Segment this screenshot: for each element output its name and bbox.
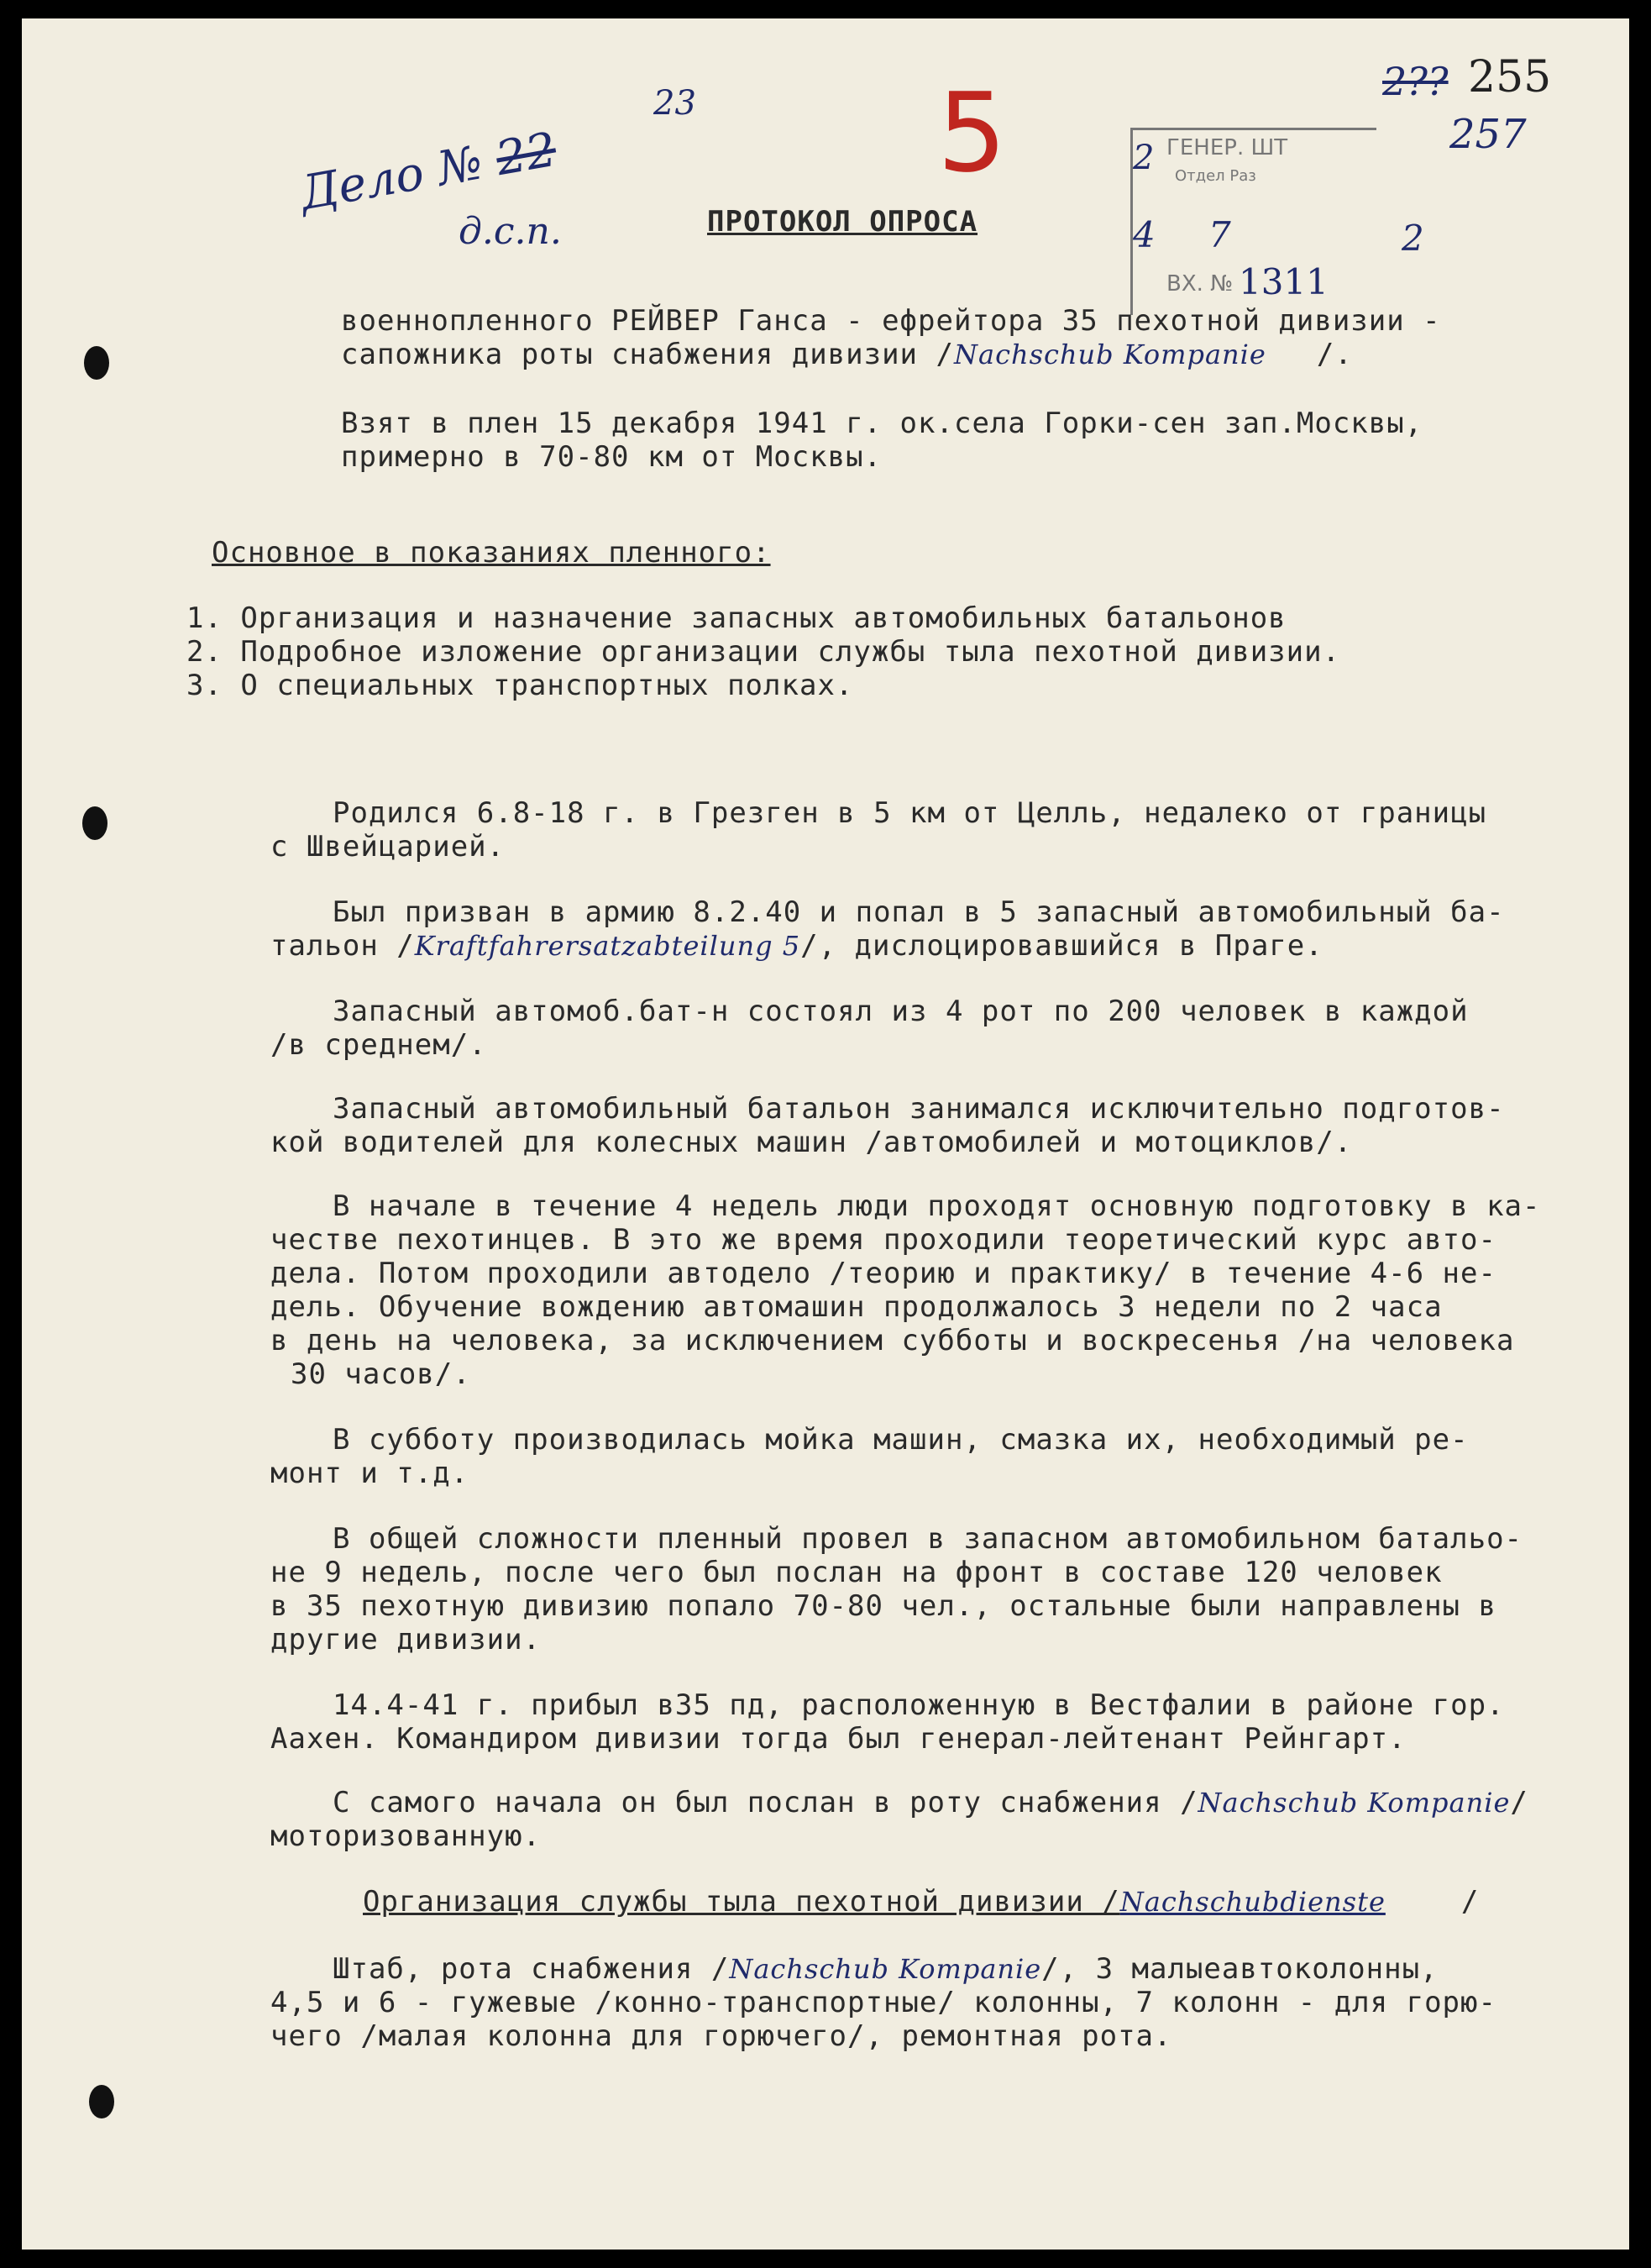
body-line: 30 часов/. [291, 1357, 471, 1391]
case-old-number: 22 [491, 122, 561, 187]
body-line: 14.4-41 г. прибыл в35 пд, расположенную в Вестфалии в районе гор. [333, 1688, 1505, 1722]
stamp-day: 4 [1133, 214, 1156, 255]
body-line: Запасный автомобильный батальон занимался исключительно подготов- [333, 1092, 1505, 1126]
stamp-month: 7 [1208, 214, 1231, 255]
handwritten-insert: Nachschub Kompanie [953, 339, 1266, 370]
intro-line-with-hw: сапожника роты снабжения дивизии /Nachschub Kompanie /. [341, 338, 1353, 371]
body-line: Был призван в армию 8.2.40 и попал в 5 запасный автомобильный ба- [333, 895, 1505, 929]
summary-item: 2. Подробное изложение организации службы тыла пехотной дивизии. [186, 635, 1341, 669]
dsp-mark: д.с.п. [459, 210, 562, 253]
summary-heading: Основное в показаниях пленного: [212, 536, 771, 570]
punch-hole [84, 346, 109, 380]
handwritten-insert: Nachschubdienste [1119, 1886, 1386, 1918]
body-line: дела. Потом проходили автодело /теорию и практику/ в течение 4-6 не- [270, 1257, 1496, 1290]
stamp-mark: 2 [1133, 139, 1155, 177]
handwritten-insert: Nachschub Kompanie [1198, 1787, 1511, 1819]
summary-item: 3. О специальных транспортных полках. [186, 669, 854, 702]
stamp-line2: Отдел Раз [1175, 167, 1256, 185]
case-label [296, 123, 561, 221]
body-line: моторизованную. [270, 1819, 542, 1853]
body-line: чего /малая колонна для горючего/, ремонтная рота. [270, 2019, 1172, 2053]
summary-item: 1. Организация и назначение запасных автомобильных батальонов [186, 601, 1287, 635]
body-line: /в среднем/. [270, 1028, 487, 1062]
case-new-number: 23 [653, 84, 696, 123]
body-line: В общей сложности пленный провел в запасном автомобильном батальо- [333, 1522, 1523, 1556]
page-number-alt: 257 [1449, 111, 1527, 158]
body-line: дель. Обучение вождению автомашин продолжалось 3 недели по 2 часа [270, 1290, 1443, 1324]
body-line: с Швейцарией. [270, 830, 506, 864]
body-line: Запасный автомоб.бат-н состоял из 4 рот по 200 человек в каждой [333, 995, 1469, 1028]
body-line: Родился 6.8-18 г. в Грезген в 5 км от Целль, недалеко от границы [333, 796, 1487, 830]
body-line: 4,5 и 6 - гужевые /конно-транспортные/ колонны, 7 колонн - для горю- [270, 1986, 1496, 2019]
document-page [22, 18, 1629, 2250]
page-number: 255 [1468, 52, 1552, 102]
registration-stamp [1130, 128, 1424, 315]
body-line: монт и т.д. [270, 1457, 469, 1490]
punch-hole [82, 806, 107, 840]
stamp-incoming-number: 1311 [1239, 261, 1329, 302]
page-number-old: 2?? [1382, 59, 1449, 104]
case-text: Дело № [296, 135, 487, 222]
intro-line: военнопленного РЕЙВЕР Ганса - ефрейтора 35 пехотной дивизии - [341, 304, 1441, 338]
section-heading: Организация службы тыла пехотной дивизии /Nachschubdienste / [363, 1885, 1480, 1919]
body-line-with-hw: С самого начала он был послан в роту снабжения /Nachschub Kompanie/ [333, 1786, 1528, 1819]
body-line: в день на человека, за исключением субботы и воскресенья /на человека [270, 1324, 1515, 1357]
body-line: в 35 пехотную дивизию попало 70-80 чел., остальные были направлены в [270, 1589, 1496, 1623]
punch-hole [89, 2085, 114, 2118]
handwritten-insert: Kraftfahrersatzabteilung 5 [414, 930, 801, 962]
body-line: честве пехотинцев. В это же время проходили теоретический курс авто- [270, 1223, 1496, 1257]
body-line-with-hw: тальон /Kraftfahrersatzabteilung 5/, дислоцировавшийся в Праге. [270, 929, 1323, 963]
handwritten-insert: Nachschub Kompanie [729, 1953, 1042, 1985]
body-line: Аахен. Командиром дивизии тогда был генерал-лейтенант Рейнгарт. [270, 1722, 1407, 1756]
body-line: В субботу производилась мойка машин, смазка их, необходимый ре- [333, 1423, 1469, 1457]
body-line: В начале в течение 4 недель люди проходят основную подготовку в ка- [333, 1189, 1541, 1223]
stamp-year: 2 [1402, 218, 1424, 259]
intro-line: примерно в 70-80 км от Москвы. [341, 440, 883, 474]
intro-line: Взят в плен 15 декабря 1941 г. ок.села Горки-сен зап.Москвы, [341, 407, 1423, 440]
stamp-line1: ГЕНЕР. ШТ [1166, 135, 1288, 160]
body-line: другие дивизии. [270, 1623, 542, 1656]
body-line: не 9 недель, после чего был послан на фронт в составе 120 человек [270, 1556, 1443, 1589]
sheet-number-red: 5 [937, 69, 1007, 197]
document-title: ПРОТОКОЛ ОПРОСА [707, 205, 978, 239]
body-line: кой водителей для колесных машин /автомобилей и мотоциклов/. [270, 1126, 1353, 1159]
stamp-incoming-label: ВХ. № [1166, 271, 1234, 297]
body-line-with-hw: Штаб, рота снабжения /Nachschub Kompanie/, 3 малыеавтоколонны, [333, 1952, 1439, 1986]
